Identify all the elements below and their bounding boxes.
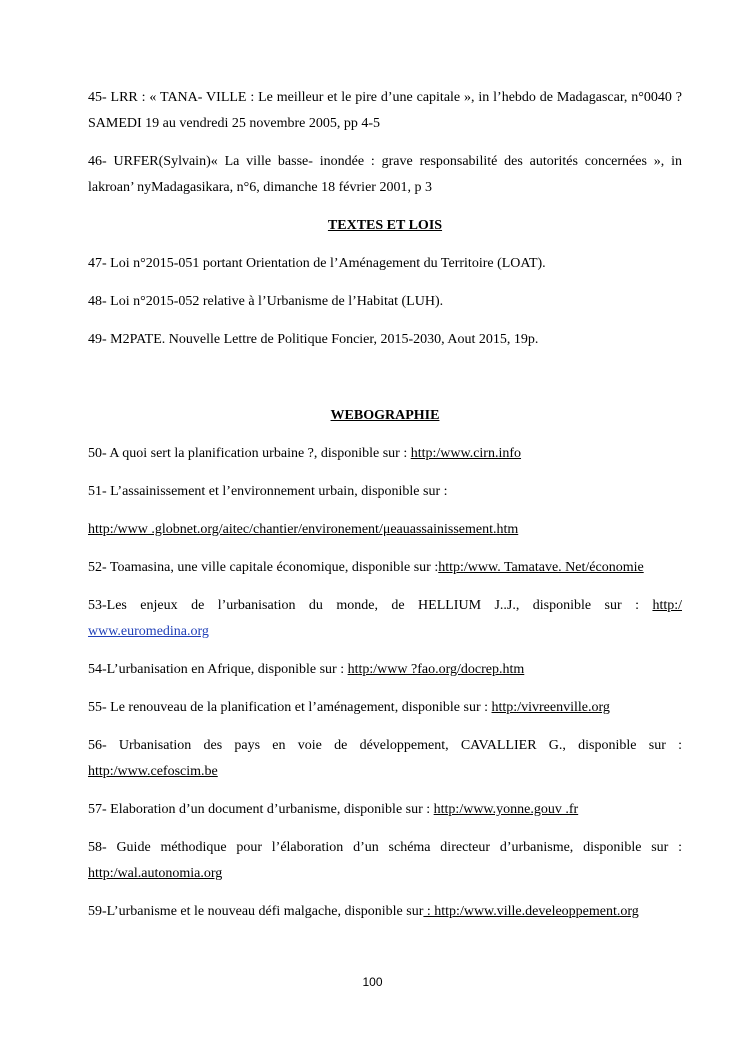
- heading-textes-et-lois: TEXTES ET LOIS: [327, 218, 443, 233]
- entry-49: 49- M2PATE. Nouvelle Lettre de Politique Foncier, 2015-2030, Aout 2015, 19p.: [88, 332, 539, 347]
- entry-51: 51- L’assainissement et l’environnement urbain, disponible sur :: [88, 484, 448, 499]
- entry-55-text: 55- Le renouveau de la planification et l’aménagement, disponible sur :: [88, 700, 492, 715]
- entry-56: [88, 733, 682, 785]
- entry-54-text: 54-L’urbanisation en Afrique, disponible sur :: [88, 662, 348, 677]
- entry-59-text: 59-L’urbanisme et le nouveau défi malgache, disponible sur: [88, 904, 424, 919]
- section-spacer: [88, 365, 682, 403]
- entry-55-link[interactable]: http:/vivreenville.org: [491, 700, 610, 715]
- entry-47: 47- Loi n°2015-051 portant Orientation de l’Aménagement du Territoire (LOAT).: [88, 256, 546, 271]
- entry-45: 45- LRR : « TANA- VILLE : Le meilleur et le pire d’une capitale », in l’hebdo de Madagascar, n°0040 ? SAMEDI 19 au vendredi 25 novembre 2005, pp 4-5: [88, 90, 682, 131]
- entry-54: [88, 657, 682, 683]
- entry-56-link[interactable]: http:/www.cefoscim.be: [88, 764, 218, 779]
- entry-51-link[interactable]: http:/www .globnet.org/aitec/chantier/environement/μeauassainissement.htm: [88, 522, 519, 537]
- entry-54-link[interactable]: http:/www ?fao.org/docrep.htm: [347, 662, 525, 677]
- entry-48: 48- Loi n°2015-052 relative à l’Urbanisme de l’Habitat (LUH).: [88, 294, 444, 309]
- entry-50: [88, 441, 682, 467]
- entry-59: [88, 899, 682, 925]
- entry-46: 46- URFER(Sylvain)« La ville basse- inondée : grave responsabilité des autorités concernées », in lakroan’ nyMadagasikara, n°6, dimanche 18 février 2001, p 3: [88, 154, 682, 195]
- heading-webographie: WEBOGRAPHIE: [330, 408, 440, 423]
- entry-53-link-part2[interactable]: www.euromedina.org: [88, 624, 209, 639]
- entry-55: [88, 695, 682, 721]
- entry-53: [88, 593, 682, 645]
- entry-57-link[interactable]: http:/www.yonne.gouv .fr: [433, 802, 579, 817]
- page-number: 100: [362, 975, 383, 989]
- entry-59-link[interactable]: : http:/www.ville.develeoppement.org: [423, 904, 639, 919]
- entry-57-text: 57- Elaboration d’un document d’urbanisme, disponible sur :: [88, 802, 434, 817]
- entry-50-text: 50- A quoi sert la planification urbaine ?, disponible sur :: [88, 446, 411, 461]
- bibliography-page: [88, 85, 682, 937]
- entry-53-text: 53-Les enjeux de l’urbanisation du monde, de HELLIUM J..J., disponible sur :: [88, 598, 653, 613]
- entry-51-link-line: [88, 517, 682, 543]
- entry-56-text: 56- Urbanisation des pays en voie de développement, CAVALLIER G., disponible sur :: [88, 738, 682, 753]
- entry-58-text: 58- Guide méthodique pour l’élaboration d’un schéma directeur d’urbanisme, disponible sur :: [88, 840, 682, 855]
- entry-53-link-part1[interactable]: http:/: [652, 598, 682, 613]
- entry-57: [88, 797, 682, 823]
- entry-58: [88, 835, 682, 887]
- entry-52: [88, 555, 682, 581]
- entry-58-link[interactable]: http:/wal.autonomia.org: [88, 866, 223, 881]
- entry-52-text: 52- Toamasina, une ville capitale économique, disponible sur :: [88, 560, 439, 575]
- entry-52-link[interactable]: http:/www. Tamatave. Net/économie: [438, 560, 644, 575]
- entry-50-link[interactable]: http:/www.cirn.info: [410, 446, 522, 461]
